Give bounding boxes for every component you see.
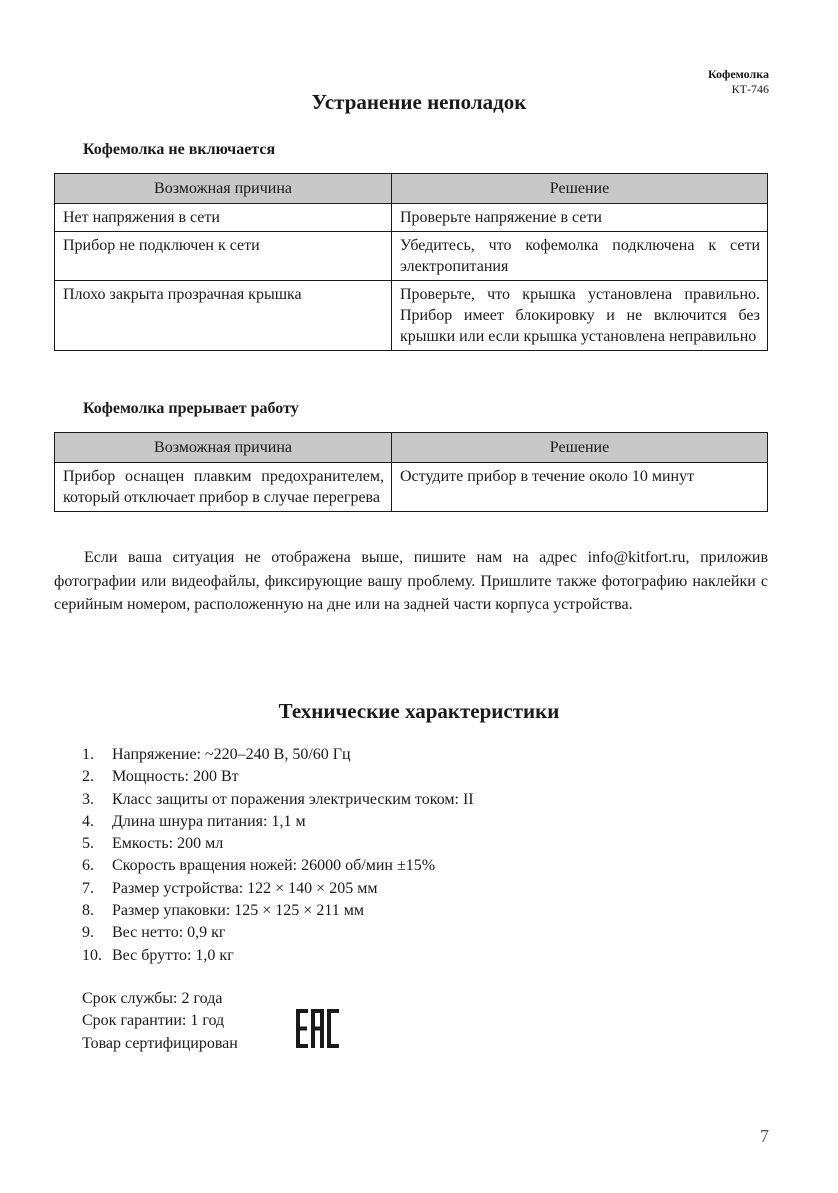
table-row	[55, 204, 768, 232]
list-item-number: 8.	[82, 902, 94, 920]
troubleshooting-table-1	[54, 173, 768, 351]
table-cell-solution: Остудите прибор в течение около 10 минут	[392, 463, 768, 512]
table-row	[55, 281, 768, 351]
list-item-text: Напряжение: ~220–240 В, 50/60 Гц	[112, 746, 351, 763]
list-item	[82, 766, 474, 788]
table-row	[55, 232, 768, 281]
list-item	[82, 855, 474, 877]
list-item	[82, 900, 474, 922]
page-number: 7	[760, 1126, 769, 1146]
warranty-period: Срок гарантии: 1 год	[82, 1012, 225, 1030]
table-cell-cause: Прибор оснащен плавким предохранителем, который отключает прибор в случае перегрева	[55, 463, 392, 512]
eac-certification-mark	[296, 1009, 339, 1048]
list-item-text: Вес брутто: 1,0 кг	[112, 946, 234, 964]
table-cell-cause: Плохо закрыта прозрачная крышка	[55, 281, 392, 351]
table-cell-solution: Проверьте, что крышка установлена правильно. Прибор имеет блокировку и не включится без крышки или если крышка установлена неправильно	[392, 281, 768, 351]
list-item-text: Скорость вращения ножей: 26000 об/мин ±15%	[112, 857, 436, 875]
list-item-text: Размер упаковки: 125 × 125 × 211 мм	[112, 902, 364, 920]
list-item	[82, 945, 474, 967]
list-item-number: 2.	[82, 768, 94, 786]
service-info	[82, 988, 238, 1055]
column-header-cause: Возможная причина	[55, 433, 392, 463]
troubleshooting-title: Устранение неполадок	[311, 90, 527, 114]
header-model: КТ-746	[731, 82, 769, 96]
list-item-number: 1.	[82, 746, 94, 763]
list-item-text: Мощность: 200 Вт	[112, 768, 239, 786]
column-header-cause: Возможная причина	[55, 174, 392, 204]
specs-list	[82, 744, 474, 967]
table-header-row	[55, 433, 768, 463]
column-header-solution: Решение	[392, 174, 768, 204]
list-item-text: Длина шнура питания: 1,1 м	[112, 812, 306, 830]
list-item-number: 5.	[82, 835, 94, 853]
table-cell-solution: Проверьте напряжение в сети	[392, 204, 768, 232]
list-item	[82, 811, 474, 833]
list-item-text: Размер устройства: 122 × 140 × 205 мм	[112, 879, 378, 897]
list-item-text: Класс защиты от поражения электрическим током: II	[112, 790, 474, 808]
list-item	[82, 833, 474, 855]
list-item	[82, 878, 474, 900]
list-item-number: 7.	[82, 879, 94, 897]
service-life: Срок службы: 2 года	[82, 990, 223, 1007]
section-heading-interrupts: Кофемолка прерывает работу	[83, 400, 299, 417]
specs-title: Технические характеристики	[278, 699, 560, 723]
troubleshooting-table-2	[54, 432, 768, 512]
table-header-row	[55, 174, 768, 204]
list-item-number: 3.	[82, 790, 94, 808]
table-row	[55, 463, 768, 512]
table-cell-cause: Нет напряжения в сети	[55, 204, 392, 232]
list-item-number: 4.	[82, 812, 94, 830]
table-cell-cause: Прибор не подключен к сети	[55, 232, 392, 281]
certification-note: Товар сертифицирован	[82, 1034, 238, 1052]
contact-note: Если ваша ситуация не отображена выше, пишите нам на адрес info@kitfort.ru, приложив фотографии или видеофайлы, фиксирующие вашу проблему. Пришлите также фотографию наклейки с серийным номером, расположенную на дне или на задней части корпуса устройства.	[54, 549, 768, 613]
list-item-text: Емкость: 200 мл	[112, 835, 224, 853]
list-item-number: 6.	[82, 857, 94, 875]
list-item	[82, 744, 474, 766]
list-item-number: 9.	[82, 924, 94, 942]
list-item	[82, 789, 474, 811]
header-product-name: Кофемолка	[707, 67, 769, 81]
section-heading-not-turning-on: Кофемолка не включается	[83, 141, 276, 158]
column-header-solution: Решение	[392, 433, 768, 463]
list-item-number: 10.	[82, 946, 102, 964]
list-item-text: Вес нетто: 0,9 кг	[112, 924, 226, 942]
table-cell-solution: Убедитесь, что кофемолка подключена к сети электропитания	[392, 232, 768, 281]
list-item	[82, 922, 474, 944]
